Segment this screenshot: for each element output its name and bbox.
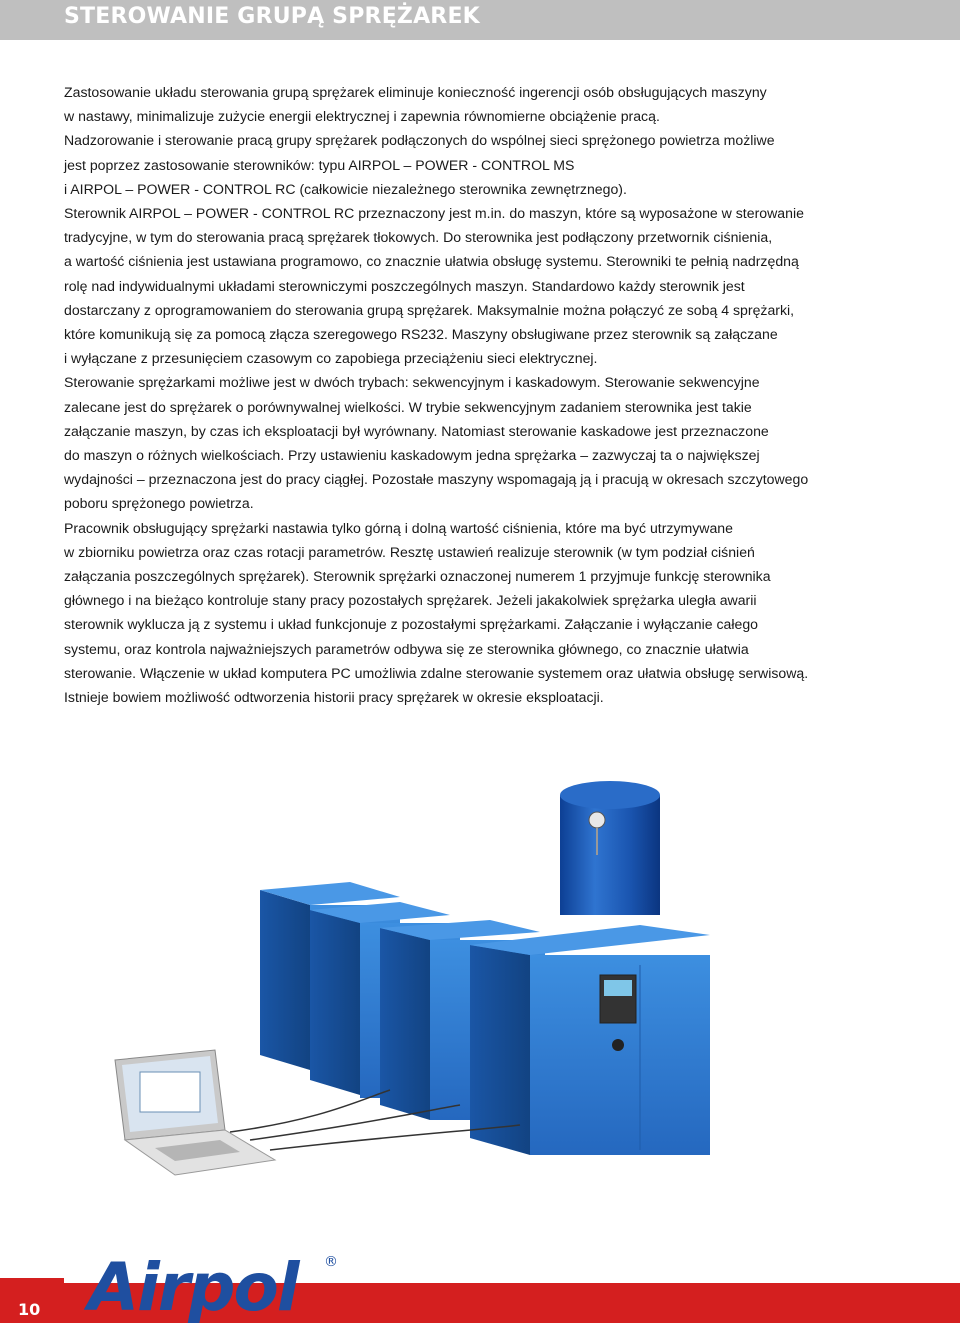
page-title: STEROWANIE GRUPĄ SPRĘŻAREK [64, 4, 480, 29]
svg-text:Airpol: Airpol [88, 1249, 298, 1323]
header-band [0, 0, 960, 40]
paragraph-controllers: Nadzorowanie i sterowanie pracą grupy sprężarek podłączonych do wspólnej sieci sprężonego powietrza możliwe jest poprzez zastosowanie sterowników: typu AIRPOL – POWER - CONTROL MS i AIRPOL – POWER - CONTROL RC (całkowicie niezależnego sterownika zewnętrznego). [64, 132, 775, 197]
paragraph-intro: Zastosowanie układu sterowania grupą sprężarek eliminuje konieczność ingerencji osób obsługujących maszyny w nastawy, minimalizuje zużycie energii elektrycznej i zapewnia równomierne obciążenie pracą. [64, 84, 767, 125]
airpol-logo [84, 1244, 354, 1323]
air-tank [560, 781, 660, 915]
laptop-pc [115, 1050, 275, 1175]
paragraph-operator: Pracownik obsługujący sprężarki nastawia tylko górną i dolną wartość ciśnienia, które ma być utrzymywane w zbiorniku powietrza oraz czas rotacji parametrów. Resztę ustawień realizuje sterownik (w tym podział ciśnień załączania poszczególnych sprężarek). Sterownik sprężarki oznaczonej numerem 1 przyjmuje funkcję sterownika głównego i na bieżąco kontroluje stany pracy pozostałych sprężarek. Jeżeli jakakolwiek sprężarka uległa awarii sterownik wyklucza ją z systemu i układ funkcjonuje z pozostałymi sprężarkami. Załączanie i wyłączanie całego systemu, oraz kontrola najważniejszych parametrów odbywa się ze sterownika głównego, co znacznie ułatwia sterowanie. Włączenie w układ komputera PC umożliwia zdalne sterowanie systemem oraz ułatwia obsługę serwisową. Istnieje bowiem możliwość odtworzenia historii pracy sprężarek w okresie eksploatacji. [64, 519, 809, 706]
paragraph-modes: Sterowanie sprężarkami możliwe jest w dwóch trybach: sekwencyjnym i kaskadowym. Sterowanie sekwencyjne zalecane jest do sprężarek o porównywalnej wielkości. W trybie sekwencyjnym zadaniem sterownika jest takie załączanie maszyn, by czas ich eksploatacji był wyrównany. Natomiast sterowanie kaskadowe jest przeznaczone do maszyn o różnych wielkościach. Przy ustawieniu kaskadowym jedna sprężarka – zazwyczaj ta o największej wydajności – przeznaczona jest do pracy ciągłej. Pozostałe maszyny wspomagają ją i pracują w okresach szczytowego poboru sprężonego powietrza. [64, 374, 809, 512]
page-number: 10 [18, 1300, 41, 1319]
paragraph-rc-controller: Sterownik AIRPOL – POWER - CONTROL RC przeznaczony jest m.in. do maszyn, które są wyposażone w sterowanie tradycyjne, w tym do sterowania pracą sprężarek tłokowych. Do sterownika jest podłączony przetwornik ciśnienia, a wartość ciśnienia jest ustawiana programowo, co znacznie ułatwia obsługę systemu. Sterowniki te pełnią nadrzędną rolę nad indywidualnymi układami sterowniczymi poszczególnych maszyn. Standardowo każdy sterownik jest dostarczany z oprogramowaniem do sterowania grupą sprężarek. Maksymalnie można połączyć ze sobą 4 sprężarki, które komunikują się za pomocą złącza szeregowego RS232. Maszyny obsługiwane przez sterownik są załączane i wyłączane z przesunięciem czasowym co zapobiega przeciążeniu sieci elektrycznej. [64, 205, 804, 367]
body-text [64, 80, 904, 709]
svg-text:®: ® [324, 1254, 338, 1270]
compressor-group-photo [100, 760, 900, 1200]
compressor-unit-4 [470, 925, 710, 1155]
